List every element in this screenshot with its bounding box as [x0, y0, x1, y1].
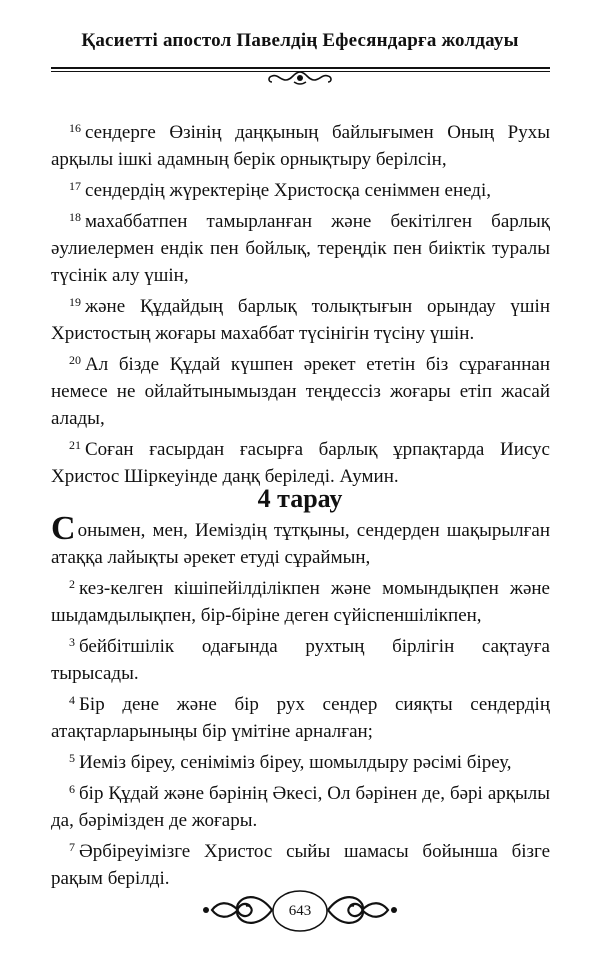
chapter-4-block: [51, 510, 550, 892]
verse-text: махаббатпен тамырланған және бекітілген барлық әулиелермен ендік пен бойлық, тереңдік пен биіктік туралы түсінік алу үшін,: [51, 211, 550, 286]
header-ornament-icon: [260, 68, 340, 88]
verse-16: [51, 115, 550, 173]
drop-cap: С: [51, 510, 76, 547]
verse-20: [51, 347, 550, 432]
page-number: 643: [288, 903, 312, 919]
verse-text: Иеміз біреу, сеніміміз біреу, шомылдыру рәсімі біреу,: [79, 752, 512, 773]
verse-text: онымен, мен, Иеміздің тұтқыны, сендерден шақырылған атаққа лайықты әрекет етуді сұраймын,: [51, 520, 550, 568]
verse-3: [51, 629, 550, 687]
verse-number: 6: [69, 782, 75, 796]
verse-text: бейбітшілік одағында рухтың бірлігін сақтауға тырысады.: [51, 636, 550, 684]
verse-number: 2: [69, 577, 75, 591]
verse-number: 5: [69, 751, 75, 765]
verse-21: [51, 432, 550, 490]
verse-number: 17: [69, 179, 81, 193]
verse-number: 16: [69, 121, 81, 135]
verse-text: Бір дене және бір рух сендер сияқты сендердің атақтарларыныңы бір үмітіне арналған;: [51, 694, 550, 742]
verse-number: 21: [69, 438, 81, 452]
verse-5: [51, 745, 550, 776]
verse-number: 20: [69, 353, 81, 367]
chapter-heading: 4 тарау: [257, 484, 343, 513]
verse-4: [51, 687, 550, 745]
verse-6: [51, 776, 550, 834]
verse-19: [51, 289, 550, 347]
verse-18: [51, 204, 550, 289]
verse-text: сендердің жүректеріңе Христосқа сеніммен енеді,: [85, 180, 492, 201]
verse-2: [51, 571, 550, 629]
verse-number: 7: [69, 840, 75, 854]
verse-number: 19: [69, 295, 81, 309]
verse-text: сендерге Өзінің даңқының байлығымен Оның Рухы арқылы ішкі адамның берік орнықтыру берілсін,: [51, 122, 550, 170]
verse-17: [51, 173, 550, 204]
verse-number: 4: [69, 693, 75, 707]
verse-text: Соған ғасырдан ғасырға барлық ұрпақтарда Иисус Христос Шіркеуінде даңқ беріледі. Аумин.: [51, 439, 550, 487]
verse-number: 18: [69, 210, 81, 224]
verse-text: кез-келген кішіпейілділікпен және момындықпен және шыдамдылықпен, бір-біріне деген сүйіспеншілікпен,: [51, 578, 550, 626]
verse-1: [51, 510, 550, 571]
verse-text: Әрбіреуімізге Христос сыйы шамасы бойынша бізге рақым берілді.: [51, 841, 550, 889]
verse-text: Ал бізде Құдай күшпен әрекет ететін біз сұрағаннан немесе не ойлайтынымыздан теңдессіз жоғары етіп жасай алады,: [51, 354, 550, 429]
verse-text: және Құдайдың барлық толықтығын орындау үшін Христостың жоғары махаббат түсінігін түсіну үшін.: [51, 296, 550, 344]
verse-text: бір Құдай және бәрінің Әкесі, Ол бәрінен де, бәрі арқылы да, бәрімізден де жоғары.: [51, 783, 550, 831]
running-header-title: Қасиетті апостол Павелдің Ефесяндарға жолдауы: [81, 30, 519, 51]
verses-before-block: [51, 115, 550, 490]
verse-number: 3: [69, 635, 75, 649]
